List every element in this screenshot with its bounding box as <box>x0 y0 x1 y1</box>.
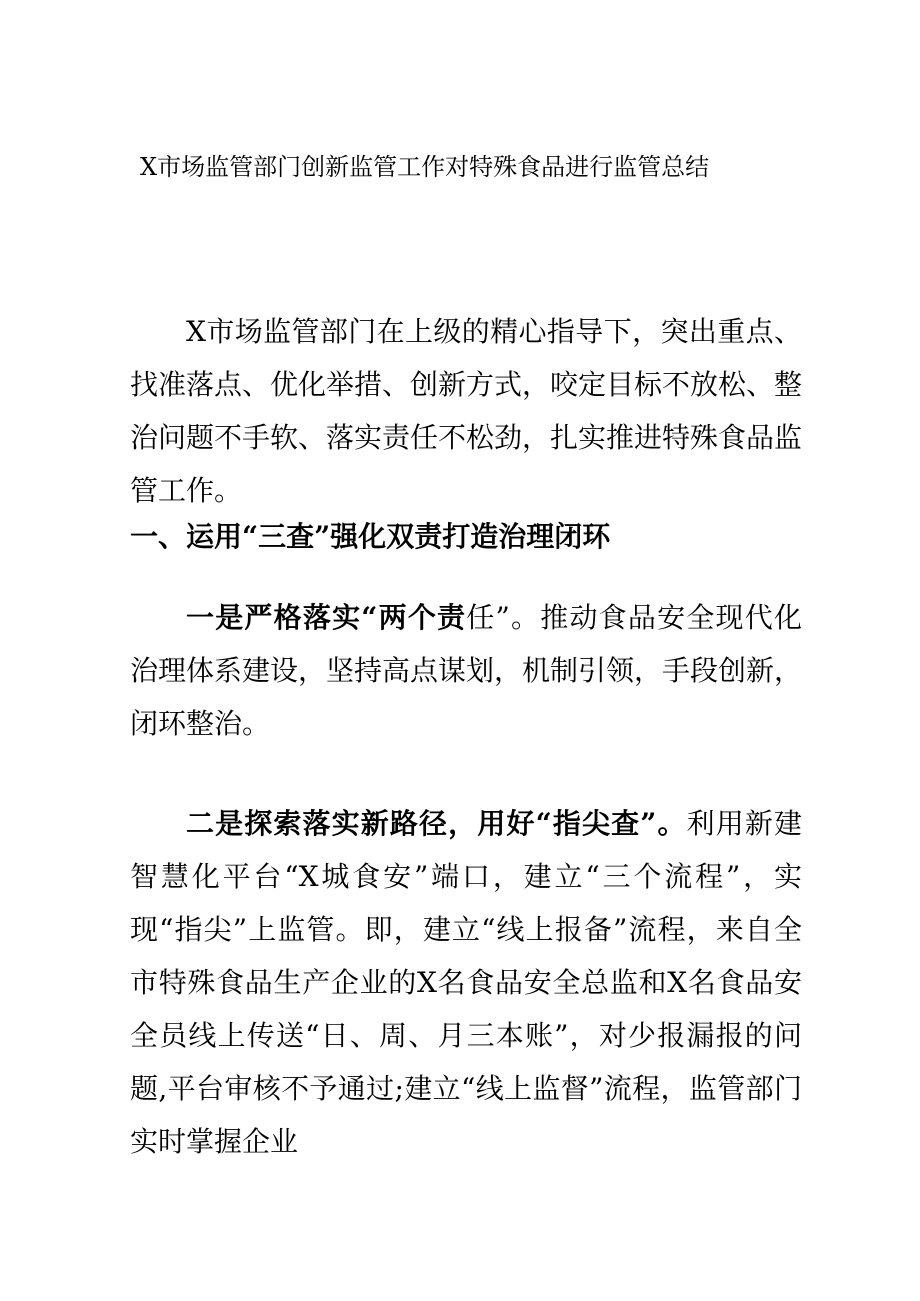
paragraph-lead: 一是严格落实“两个责 <box>186 601 467 634</box>
intro-paragraph: X市场监管部门在上级的精心指导下，突出重点、找准落点、优化举措、创新方式，咬定目标不放松、整治问题不手软、落实责任不松劲，扎实推进特殊食品监管工作。 <box>130 315 803 507</box>
paragraph-body: 任”。推动食品安全现代化治理体系建设，坚持高点谋划，机制引领，手段创新，闭环整治。 <box>130 601 803 740</box>
document-title: X市场监管部门创新监管工作对特殊食品进行监管总结 <box>140 153 710 181</box>
section-heading: 一、运用“三查”强化双责打造治理闭环 <box>130 520 611 553</box>
body-paragraph <box>130 797 802 1168</box>
paragraph-body: 利用新建智慧化平台“X城食安”端口，建立“三个流程”，实现“指尖”上监管。即，建立“线上报备”流程，来自全市特殊食品生产企业的X名食品安全总监和X名食品安全员线上传送“日、周、月三本账”，对少报漏报的问题,平台审核不予通过;建立“线上监督”流程，监管部门实时掌握企业 <box>130 807 802 1158</box>
body-paragraph <box>130 591 802 750</box>
paragraph-lead: 二是探索落实新路径，用好“指尖查”。 <box>186 807 687 840</box>
